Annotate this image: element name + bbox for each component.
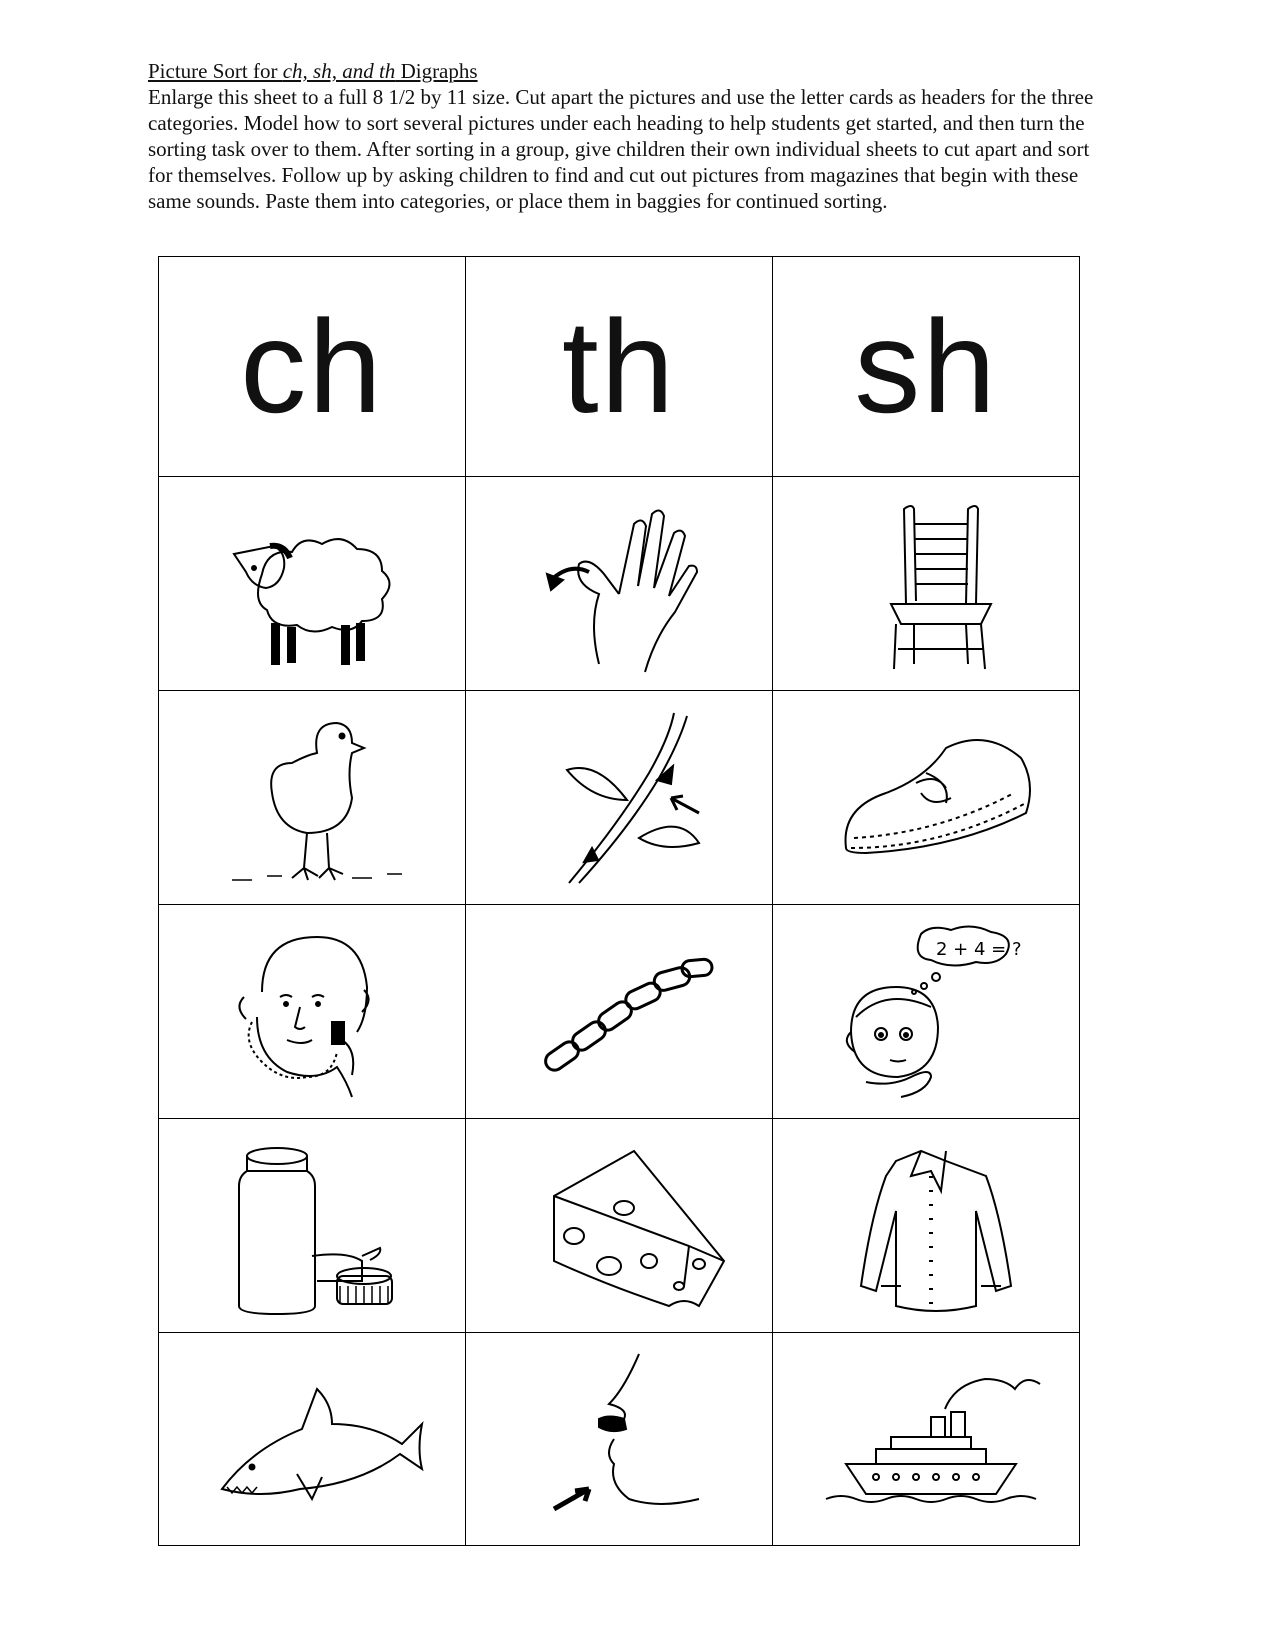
picture-card-chair [773, 477, 1079, 691]
chain-icon [499, 922, 739, 1102]
picture-card-sheep [159, 477, 466, 691]
chin-icon [499, 1349, 739, 1529]
picture-card-thorn [466, 691, 773, 905]
shirt-icon [806, 1136, 1046, 1316]
thorn-icon [499, 708, 739, 888]
page-title: Picture Sort for ch, sh, and th Digraphs [148, 59, 478, 83]
picture-card-shark [159, 1333, 466, 1545]
cheese-icon [499, 1136, 739, 1316]
header-card-th: th [466, 257, 773, 477]
header-card-sh: sh [773, 257, 1079, 477]
picture-card-thermos [159, 1119, 466, 1333]
picture-card-chick [159, 691, 466, 905]
think-bubble-text: 2 + 4 = ? [936, 938, 1022, 960]
picture-card-shoe [773, 691, 1079, 905]
instructions-header [148, 58, 1108, 214]
picture-card-shirt [773, 1119, 1079, 1333]
thermos-icon [192, 1136, 432, 1316]
picture-card-cheese [466, 1119, 773, 1333]
picture-card-ship [773, 1333, 1079, 1545]
chair-icon [806, 494, 1046, 674]
picture-card-thumb [466, 477, 773, 691]
header-card-ch: ch [159, 257, 466, 477]
picture-card-chain [466, 905, 773, 1119]
shoe-icon [806, 708, 1046, 888]
picture-card-chin [466, 1333, 773, 1545]
shark-icon [192, 1349, 432, 1529]
chick-icon [192, 708, 432, 888]
shaving-man-icon [192, 922, 432, 1102]
picture-sort-grid [158, 256, 1080, 1546]
picture-card-shave [159, 905, 466, 1119]
picture-card-think [773, 905, 1079, 1119]
ship-icon [806, 1349, 1046, 1529]
thinking-boy-icon [806, 922, 1046, 1102]
sheep-icon [192, 494, 432, 674]
instructions-text: Enlarge this sheet to a full 8 1/2 by 11 size. Cut apart the pictures and use the letter cards as headers for the three categories. Model how to sort several pictures under each heading to help students get started, and then turn the sorting task over to them. After sorting in a group, give children their own individual sheets to cut apart and sort for themselves. Follow up by asking children to find and cut out pictures from magazines that begin with these same sounds. Paste them into categories, or place them in baggies for continued sorting. [148, 85, 1094, 213]
thumb-icon [499, 494, 739, 674]
